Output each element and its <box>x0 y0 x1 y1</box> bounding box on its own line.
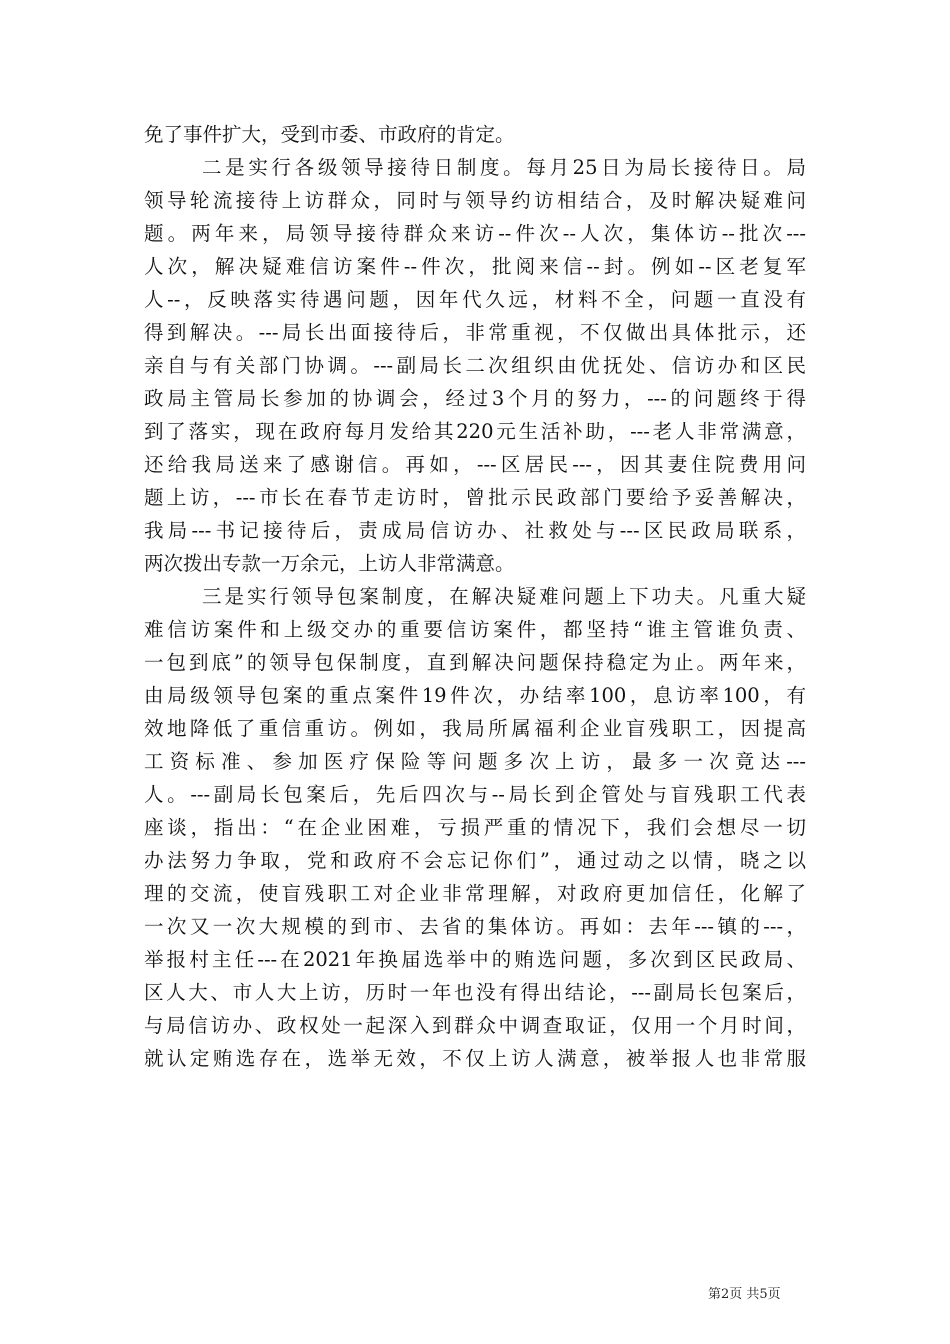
text-line: 三是实行领导包案制度，在解决疑难问题上下功夫。凡重大疑 <box>202 585 806 608</box>
text-line: 一次又一次大规模的到市、去省的集体访。再如：去年---镇的---， <box>144 915 806 938</box>
text-line: 难信访案件和上级交办的重要信访案件，都坚持“谁主管谁负责、 <box>144 618 806 641</box>
text-line: 座谈，指出：“在企业困难，亏损严重的情况下，我们会想尽一切 <box>144 816 806 839</box>
text-line: 效地降低了重信重访。例如，我局所属福利企业盲残职工，因提高 <box>144 717 806 740</box>
text-line: 亲自与有关部门协调。---副局长二次组织由优抚处、信访办和区民 <box>144 354 806 377</box>
text-line: 领导轮流接待上访群众，同时与领导约访相结合，及时解决疑难问 <box>144 189 806 212</box>
text-line: 与局信访办、政权处一起深入到群众中调查取证，仅用一个月时间， <box>144 1014 806 1037</box>
text-line: 题上访，---市长在春节走访时，曾批示民政部门要给予妥善解决， <box>144 486 806 509</box>
text-line: 免了事件扩大，受到市委、市政府的肯定。 <box>144 123 515 146</box>
text-line: 工资标准、参加医疗保险等问题多次上访，最多一次竟达--- <box>144 750 806 773</box>
text-line: 由局级领导包案的重点案件19件次，办结率100，息访率100，有 <box>144 684 806 707</box>
text-line: 到了落实，现在政府每月发给其220元生活补助，---老人非常满意， <box>144 420 806 443</box>
text-line: 一包到底”的领导包保制度，直到解决问题保持稳定为止。两年来， <box>144 651 806 674</box>
text-line: 办法努力争取，党和政府不会忘记你们”，通过动之以情，晓之以 <box>144 849 806 872</box>
text-line: 得到解决。---局长出面接待后，非常重视，不仅做出具体批示，还 <box>144 321 806 344</box>
text-line: 我局---书记接待后，责成局信访办、社救处与---区民政局联系， <box>144 519 806 542</box>
text-line: 还给我局送来了感谢信。再如，---区居民---，因其妻住院费用问 <box>144 453 806 476</box>
text-line: 两次拨出专款一万余元，上访人非常满意。 <box>144 552 515 575</box>
text-line: 人--，反映落实待遇问题，因年代久远，材料不全，问题一直没有 <box>144 288 806 311</box>
text-line: 人。---副局长包案后，先后四次与--局长到企管处与盲残职工代表 <box>144 783 806 806</box>
body-text <box>144 118 806 1075</box>
text-line: 理的交流，使盲残职工对企业非常理解，对政府更加信任，化解了 <box>144 882 806 905</box>
text-line: 区人大、市人大上访，历时一年也没有得出结论，---副局长包案后， <box>144 981 806 1004</box>
page-number-footer: 第2页 共5页 <box>708 1287 781 1302</box>
text-line: 二是实行各级领导接待日制度。每月25日为局长接待日。局 <box>202 156 806 179</box>
text-line: 题。两年来，局领导接待群众来访--件次--人次，集体访--批次--- <box>144 222 806 245</box>
text-line: 人次，解决疑难信访案件--件次，批阅来信--封。例如--区老复军 <box>144 255 806 278</box>
text-line: 举报村主任---在2021年换届选举中的贿选问题，多次到区民政局、 <box>144 948 806 971</box>
text-line: 政局主管局长参加的协调会，经过3个月的努力，---的问题终于得 <box>144 387 806 410</box>
text-line: 就认定贿选存在，选举无效，不仅上访人满意，被举报人也非常服 <box>144 1047 806 1070</box>
